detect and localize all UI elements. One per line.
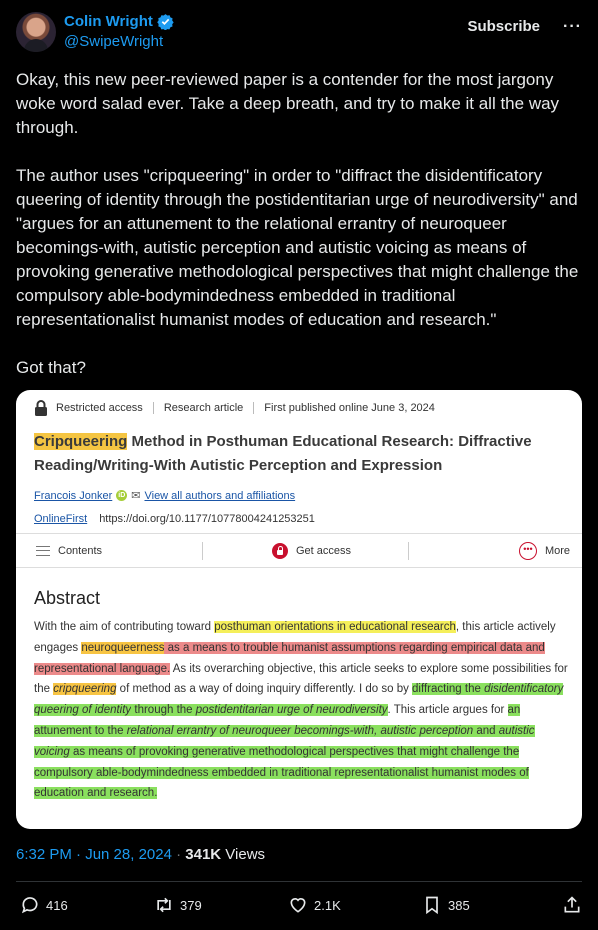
- tweet-paragraph-3: Got that?: [16, 358, 86, 377]
- abstract-seg: This article argues for: [390, 704, 508, 717]
- name-row: [64, 13, 174, 30]
- abstract-highlight-green: relational errantry of neuroqueer becomings-with, autistic perception: [126, 724, 474, 737]
- abstract-seg: With the aim of contributing toward: [34, 621, 215, 633]
- display-name[interactable]: Colin Wright: [64, 13, 153, 30]
- abstract-highlight-red: as a means to trouble humanist assumptions regarding empirical data and representational language.: [34, 641, 545, 675]
- views-count: 341K: [185, 846, 222, 863]
- orcid-icon[interactable]: iD: [118, 492, 126, 499]
- bookmark-icon: [422, 895, 442, 915]
- article-screenshot-card[interactable]: [16, 390, 582, 829]
- divider: [153, 402, 154, 414]
- repost-button[interactable]: [154, 895, 202, 915]
- doi-row: [34, 513, 315, 525]
- abstract-seg: of method as a way of doing inquiry differently. I do so by: [116, 683, 413, 696]
- abstract-highlight-orange: cripqueering: [53, 683, 117, 696]
- abstract-heading: Abstract: [34, 588, 101, 608]
- article-meta-row: [34, 400, 435, 416]
- share-icon: [562, 895, 582, 915]
- abstract-highlight-green: an attunement to the: [34, 704, 521, 737]
- bookmark-count: 385: [448, 897, 470, 913]
- tweet-paragraph-1: Okay, this new peer-reviewed paper is a contender for the most jargony woke word salad ever. Take a deep breath, and try to make it all the way through.: [16, 70, 560, 137]
- views-label: Views: [221, 846, 266, 863]
- published-date: First published online June 3, 2024: [264, 402, 435, 414]
- restricted-access-label: Restricted access: [56, 402, 143, 414]
- abstract-text: [34, 617, 570, 804]
- subscribe-button[interactable]: Subscribe: [467, 18, 540, 35]
- divider: [253, 402, 254, 414]
- abstract-highlight-green: and: [473, 724, 499, 737]
- onlinefirst-link[interactable]: OnlineFirst: [34, 513, 88, 525]
- doi-text: https://doi.org/10.1177/10778004241253251: [99, 513, 315, 525]
- lock-icon: [272, 543, 288, 559]
- avatar[interactable]: [16, 12, 56, 52]
- article-type-label: Research article: [163, 402, 244, 414]
- abstract-seg: As its overarching objective, this article seeks to explore some possibilities for the: [34, 662, 568, 696]
- get-access-button[interactable]: [272, 534, 351, 567]
- reply-icon: [20, 895, 40, 915]
- repost-count: 379: [180, 897, 202, 913]
- tweet-header: [16, 12, 582, 52]
- abstract-seg: , this article actively engages: [34, 621, 556, 654]
- tweet-timestamp: [16, 846, 265, 863]
- user-handle[interactable]: @SwipeWright: [64, 33, 164, 50]
- more-dots-icon: •••: [519, 542, 537, 560]
- abstract-highlight-green: diffracting the: [412, 683, 485, 696]
- like-count: 2.1K: [314, 897, 341, 913]
- action-bar: [16, 895, 582, 917]
- menu-icon: [36, 546, 50, 556]
- more-options-icon[interactable]: ···: [563, 18, 582, 35]
- view-all-authors-link[interactable]: View all authors and affiliations: [144, 489, 296, 502]
- lock-icon: [34, 400, 48, 416]
- abstract-highlight-green: as means of provoking generative methodological perspectives that might challenge the compulsory able-bodymindedness embedded in traditional representationalist humanist modes of education and research.: [34, 745, 529, 800]
- reply-count: 416: [46, 897, 68, 913]
- meta-separator: ·: [171, 846, 186, 863]
- contents-button[interactable]: [36, 534, 102, 567]
- more-label: More: [544, 544, 570, 557]
- abstract-highlight-green: autistic voicing: [34, 724, 535, 758]
- abstract-highlight-yellow: posthuman orientations in educational research: [214, 621, 456, 633]
- abstract-highlight-orange: neuroqueerness: [81, 641, 165, 654]
- repost-icon: [154, 895, 174, 915]
- tweet-paragraph-2: The author uses "cripqueering" in order to "diffract the disidentificatory queering of identity through the postidentitarian urge of neurodiversity" and "argues for an attunement to the relational errantry of neuroqueer becomings-with, autistic perception and autistic voicing as means of provoking generative methodological perspectives that might challenge the compulsory able-bodymindedness embedded in traditional representationalist humanist modes of education and research.": [16, 166, 579, 329]
- bookmark-button[interactable]: [422, 895, 470, 915]
- verified-badge-icon: [157, 13, 174, 30]
- abstract-seg: .: [387, 704, 391, 717]
- abstract-highlight-green: through the: [131, 704, 196, 717]
- tweet-text: [16, 68, 582, 380]
- heart-icon: [288, 895, 308, 915]
- reply-button[interactable]: [20, 895, 68, 915]
- abstract-highlight-green: disidentificatory queering of identity: [34, 683, 564, 717]
- more-button[interactable]: [519, 534, 570, 567]
- timestamp-link[interactable]: 6:32 PM · Jun 28, 2024: [16, 846, 172, 863]
- title-rest: Method in Posthuman Educational Research: Diffractive Reading/Writing-With Autistic Perception and Expression: [34, 433, 532, 474]
- contents-label: Contents: [58, 544, 103, 557]
- get-access-label: Get access: [296, 544, 352, 557]
- mail-icon[interactable]: ✉: [131, 490, 141, 502]
- author-link[interactable]: Francois Jonker: [34, 489, 113, 502]
- like-button[interactable]: [288, 895, 341, 915]
- title-highlight: Cripqueering: [34, 433, 128, 450]
- abstract-highlight-green: postidentitarian urge of neurodiversity: [195, 704, 388, 717]
- share-button[interactable]: [562, 895, 582, 915]
- divider: [408, 542, 409, 560]
- article-toolbar: [16, 533, 582, 568]
- divider: [16, 881, 582, 882]
- article-title: [34, 430, 564, 478]
- author-row: [34, 489, 295, 502]
- divider: [202, 542, 203, 560]
